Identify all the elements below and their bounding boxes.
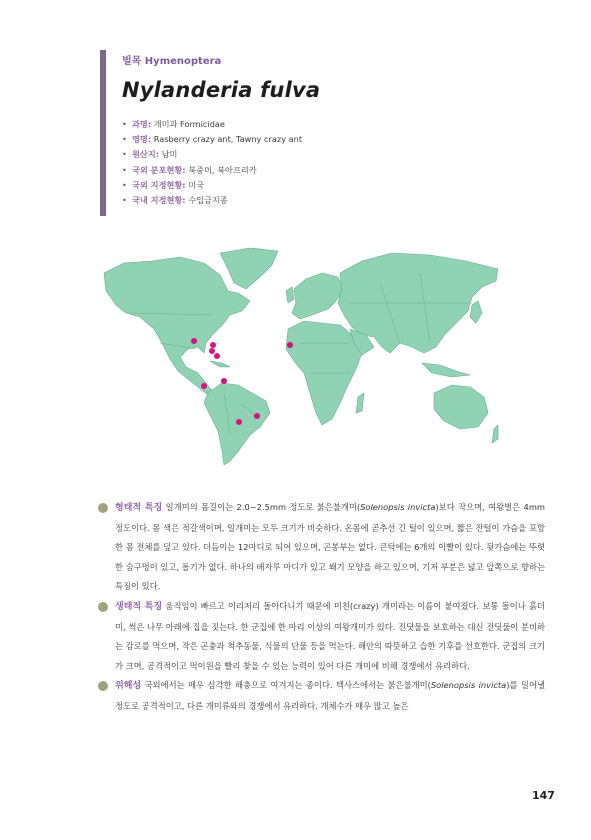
info-domestic-designation — [122, 193, 500, 208]
info-value: 남미 — [159, 149, 178, 160]
section-heading: 위해성 — [115, 681, 142, 692]
japan — [470, 301, 482, 323]
info-list — [122, 117, 500, 208]
section-text: )보다 작으며, 여왕벌은 4mm 정도이다. 몸 색은 적갈색이며, 일개미는 모두 크기가 비슷하다. 온몸에 곧추선 긴 털이 있으며, 짧은 잔털이 가슴을 포함한 몸 전체를 덮고 있다. 더듬이는 12마디로 되어 있으며, 곤봉부는 없다. 큰턱에는 6개의 이빨이 있다. 뒷가슴에는 뚜렷한 숨구멍이 있고, 돌기가 없다. 하나의 배자루 마디가 있고 쐐기 모양을 하고 있으며, 기저 부분은 넓고 앞쪽으로 향하는 특징이 있다. — [115, 502, 545, 592]
morphology-section — [97, 498, 545, 597]
info-label: 영명: — [132, 134, 152, 145]
info-family — [122, 117, 500, 132]
greenland — [220, 248, 278, 289]
info-english-name — [122, 132, 500, 147]
info-label: 국내 지정현황: — [132, 195, 186, 206]
australia — [434, 385, 488, 429]
section-text: 국외에서는 매우 심각한 해충으로 여겨지는 종이다. 텍사스에서는 붉은불개미( — [141, 680, 431, 691]
occurrence-marker — [201, 383, 207, 389]
scientific-name: Solenopsis invicta — [430, 680, 507, 691]
occurrence-marker — [254, 413, 260, 419]
bullet-icon — [98, 503, 108, 513]
occurrence-marker — [221, 378, 227, 384]
section-text: )를 밀어낼 정도로 공격적이고, 다른 개미류와의 경쟁에서 유리하다. 개체수가 매우 많고 높은 — [115, 680, 546, 711]
bullet-icon — [98, 602, 108, 612]
caribbean — [210, 361, 230, 367]
section-heading: 형태적 특징 — [115, 503, 163, 513]
europe — [292, 273, 344, 319]
indonesia — [422, 363, 470, 377]
scientific-name: Solenopsis invicta — [360, 502, 436, 512]
section-text: 일개미의 몸길이는 2.0~2.5mm 정도로 붉은불개미( — [162, 502, 361, 512]
page-number: 147 — [532, 789, 555, 802]
species-title: Nylanderia fulva — [122, 78, 321, 102]
occurrence-marker — [210, 342, 216, 348]
occurrence-marker — [191, 338, 197, 344]
new-zealand — [492, 425, 498, 443]
north-america — [104, 257, 250, 395]
distribution-map — [100, 243, 502, 468]
info-label: 국외 분포현황: — [132, 164, 186, 175]
info-label: 국외 지정현황: — [132, 179, 186, 190]
uk — [286, 287, 294, 303]
info-value: Rasberry crazy ant, Tawny crazy ant — [151, 134, 303, 145]
occurrence-marker — [287, 342, 293, 348]
ecology-section — [97, 597, 545, 676]
info-origin — [122, 147, 500, 162]
occurrence-marker — [214, 353, 220, 359]
section-text: 움직임이 빠르고 이리저리 돌아다니기 때문에 미친(crazy) 개미라는 이름이 붙여졌다. 보통 돌이나 흙더미, 썩은 나무 아래에 집을 짓는다. 한 군집에 한 마리 이상의 여왕개미가 있다. 진딧물을 보호하는 대신 진딧물이 분비하는 감로를 먹으며, 작은 곤충과 척추동물, 식물의 단물 등을 먹는다. 해안의 따뜻하고 습한 기후를 선호한다. 군집의 크기가 크며, 공격적이고 먹이원을 빨리 찾을 수 있는 능력이 있어 다른 개미에 비해 경쟁에서 유리하다. — [115, 600, 545, 671]
species-header — [100, 50, 500, 216]
info-value: 북중미, 북아프리카 — [185, 164, 257, 175]
occurrence-marker — [236, 419, 242, 425]
description-body — [97, 498, 545, 717]
info-value: 개미과 Formicidae — [151, 119, 225, 129]
section-heading: 생태적 특징 — [115, 601, 163, 612]
occurrence-marker — [209, 348, 215, 354]
madagascar — [356, 393, 364, 413]
order-label: 벌목 Hymenoptera — [122, 56, 222, 67]
info-label: 과명: — [132, 119, 152, 129]
info-value: 미국 — [185, 179, 205, 190]
bullet-icon — [98, 681, 108, 691]
land-masses — [104, 248, 498, 465]
info-foreign-designation — [122, 178, 500, 193]
harm-section — [97, 676, 545, 716]
info-foreign-distribution — [122, 163, 500, 178]
info-label: 원산지: — [132, 149, 160, 160]
info-value: 수입금지종 — [185, 195, 228, 206]
